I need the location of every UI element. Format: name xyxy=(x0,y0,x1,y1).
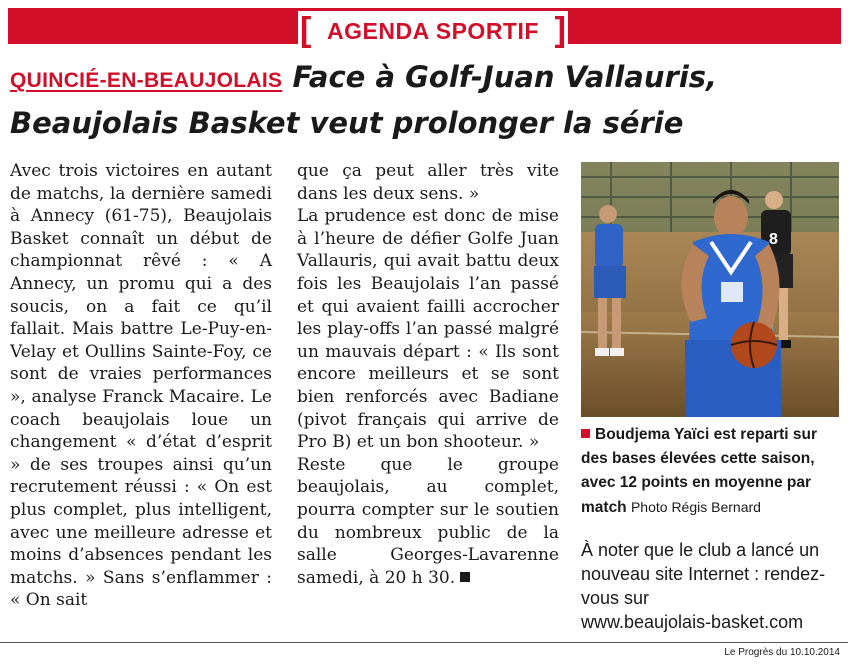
headline-title-line2: Beaujolais Basket veut prolonger la série xyxy=(10,106,684,140)
note-text: À noter que le club a lancé un nouveau site Internet : rendez-vous sur xyxy=(581,540,826,608)
website-link[interactable]: www.beaujolais-basket.com xyxy=(581,612,804,632)
photo-credit: Photo Régis Bernard xyxy=(630,499,761,515)
photo-caption xyxy=(581,423,841,520)
caption-bullet-icon xyxy=(581,429,590,438)
article-photo xyxy=(581,162,839,417)
footer-source: Le Progrès du 10.10.2014 xyxy=(724,647,840,658)
svg-text:8: 8 xyxy=(769,231,778,248)
section-label-box xyxy=(298,11,568,49)
section-title: AGENDA SPORTIF xyxy=(327,18,539,44)
headline-title-line1: Face à Golf-Juan Vallauris, xyxy=(292,60,718,94)
headline-kicker: QUINCIÉ-EN-BEAUJOLAIS xyxy=(10,69,283,92)
article-column-2 xyxy=(297,160,559,589)
article-headline xyxy=(10,56,840,144)
article-paragraph: que ça peut aller très vite dans les deux sens. » xyxy=(297,161,559,204)
caption-text: Boudjema Yaïci est reparti sur des bases élevées cette saison, avec 12 points en moyenne par match xyxy=(581,426,817,516)
left-bracket-icon: [ xyxy=(300,11,312,49)
website-note xyxy=(581,538,843,634)
end-of-article-icon xyxy=(460,572,470,582)
basketball-player-photo xyxy=(581,162,839,417)
article-paragraph: La prudence est donc de mise à l’heure de défier Golfe Juan Vallauris, qui avait battu deux fois les Beaujolais l’an passé et qui avaient failli accrocher les play-offs l’an passé malgré un mauvais départ : « Ils sont encore meilleurs et se sont bien renforcés avec Badiane (pivot français qui arrive de Pro B) et un bon shooteur. » xyxy=(297,206,559,453)
article-paragraph: Avec trois victoires en autant de matchs, la dernière samedi à Annecy (61-75), Beaujolais Basket connaît un début de championnat rêvé : « A Annecy, un promu qui a des soucis, on a fait ce qu’il fallait. Mais battre Le-Puy-en-Velay et Oullins Sainte-Foy, ce sont de vraies performances », analyse Franck Macaire. Le coach beaujolais loue un changement « d’état d’esprit » de ses troupes ainsi qu’un recrutement réussi : « On est plus complet, plus intelligent, avec une meilleure adresse et moins d’absences pendant les matchs. » Sans s’enflammer : « On sait xyxy=(10,161,272,611)
right-bracket-icon: ] xyxy=(554,11,566,49)
article-paragraph-last xyxy=(297,454,559,590)
article-column-1 xyxy=(10,160,272,612)
article-paragraph-text: Reste que le groupe beaujolais, au complet, pourra compter sur le soutien du nombreux public de la salle Georges-Lavarenne samedi, à 20 h 30. xyxy=(297,454,559,588)
footer-divider xyxy=(0,642,848,643)
section-banner xyxy=(8,8,841,49)
